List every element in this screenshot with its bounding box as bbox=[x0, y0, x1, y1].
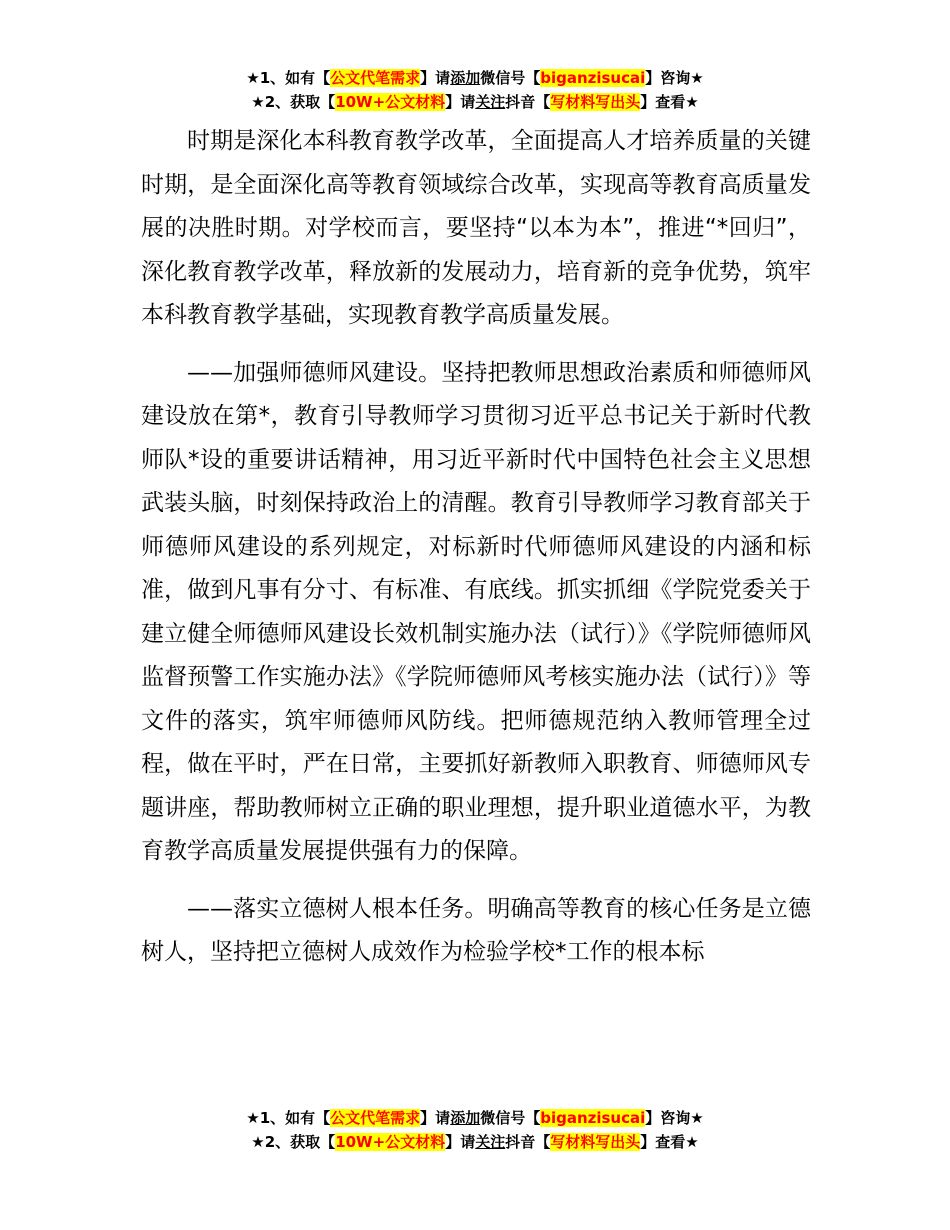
banner-text: 抖音【 bbox=[505, 93, 551, 111]
banner-text: 】请 bbox=[445, 93, 476, 111]
banner-underlined: 关注 bbox=[475, 93, 506, 111]
banner-text: 】请 bbox=[445, 1133, 476, 1151]
banner-highlight: 公文代笔需求 bbox=[330, 69, 421, 87]
banner-text: ★1、如有【 bbox=[246, 1109, 331, 1127]
banner-line-2 bbox=[0, 90, 950, 114]
footer-banner bbox=[0, 1106, 950, 1154]
banner-line-1 bbox=[0, 1106, 950, 1130]
banner-douyin-id: 写材料写出头 bbox=[550, 1133, 641, 1151]
banner-douyin-id: 写材料写出头 bbox=[550, 93, 641, 111]
banner-line-1 bbox=[0, 66, 950, 90]
banner-text: 】查看★ bbox=[640, 1133, 699, 1151]
body-paragraph-3: ——落实立德树人根本任务。明确高等教育的核心任务是立德树人，坚持把立德树人成效作为检验学校*工作的根本标 bbox=[141, 895, 811, 965]
banner-text: 】咨询★ bbox=[645, 1109, 704, 1127]
banner-text: ★1、如有【 bbox=[246, 69, 331, 87]
banner-text: 微信号【 bbox=[480, 69, 541, 87]
banner-text: 微信号【 bbox=[480, 1109, 541, 1127]
banner-text: 抖音【 bbox=[505, 1133, 551, 1151]
banner-text: ★2、获取【 bbox=[251, 1133, 336, 1151]
banner-highlight: 10W+公文材料 bbox=[335, 1133, 446, 1151]
banner-text: 】请 bbox=[420, 69, 451, 87]
banner-highlight: 公文代笔需求 bbox=[330, 1109, 421, 1127]
header-banner bbox=[0, 66, 950, 114]
banner-text: ★2、获取【 bbox=[251, 93, 336, 111]
banner-underlined: 关注 bbox=[475, 1133, 506, 1151]
body-paragraph-2: ——加强师德师风建设。坚持把教师思想政治素质和师德师风建设放在第*，教育引导教师学习贯彻习近平总书记关于新时代教师队*设的重要讲话精神，用习近平新时代中国特色社会主义思想武装头脑，时刻保持政治上的清醒。教育引导教师学习教育部关于师德师风建设的系列规定，对标新时代师德师风建设的内涵和标准，做到凡事有分寸、有标准、有底线。抓实抓细《学院党委关于建立健全师德师风建设长效机制实施办法（试行）》《学院师德师风监督预警工作实施办法》《学院师德师风考核实施办法（试行）》等文件的落实，筑牢师德师风防线。把师德规范纳入教师管理全过程，做在平时，严在日常，主要抓好新教师入职教育、师德师风专题讲座，帮助教师树立正确的职业理想，提升职业道德水平，为教育教学高质量发展提供强有力的保障。 bbox=[141, 359, 811, 864]
banner-wechat-id: biganzisucai bbox=[540, 69, 646, 87]
banner-text: 】请 bbox=[420, 1109, 451, 1127]
banner-wechat-id: biganzisucai bbox=[540, 1109, 646, 1127]
banner-underlined: 添加 bbox=[450, 69, 481, 87]
banner-text: 】查看★ bbox=[640, 93, 699, 111]
banner-underlined: 添加 bbox=[450, 1109, 481, 1127]
body-paragraph-1: 时期是深化本科教育教学改革，全面提高人才培养质量的关键时期，是全面深化高等教育领域综合改革，实现高等教育高质量发展的决胜时期。对学校而言，要坚持“以本为本”，推进“*回归”，深化教育教学改革，释放新的发展动力，培育新的竞争优势，筑牢本科教育教学基础，实现教育教学高质量发展。 bbox=[141, 128, 811, 328]
banner-line-2 bbox=[0, 1130, 950, 1154]
banner-text: 】咨询★ bbox=[645, 69, 704, 87]
banner-highlight: 10W+公文材料 bbox=[335, 93, 446, 111]
document-body bbox=[141, 120, 811, 975]
